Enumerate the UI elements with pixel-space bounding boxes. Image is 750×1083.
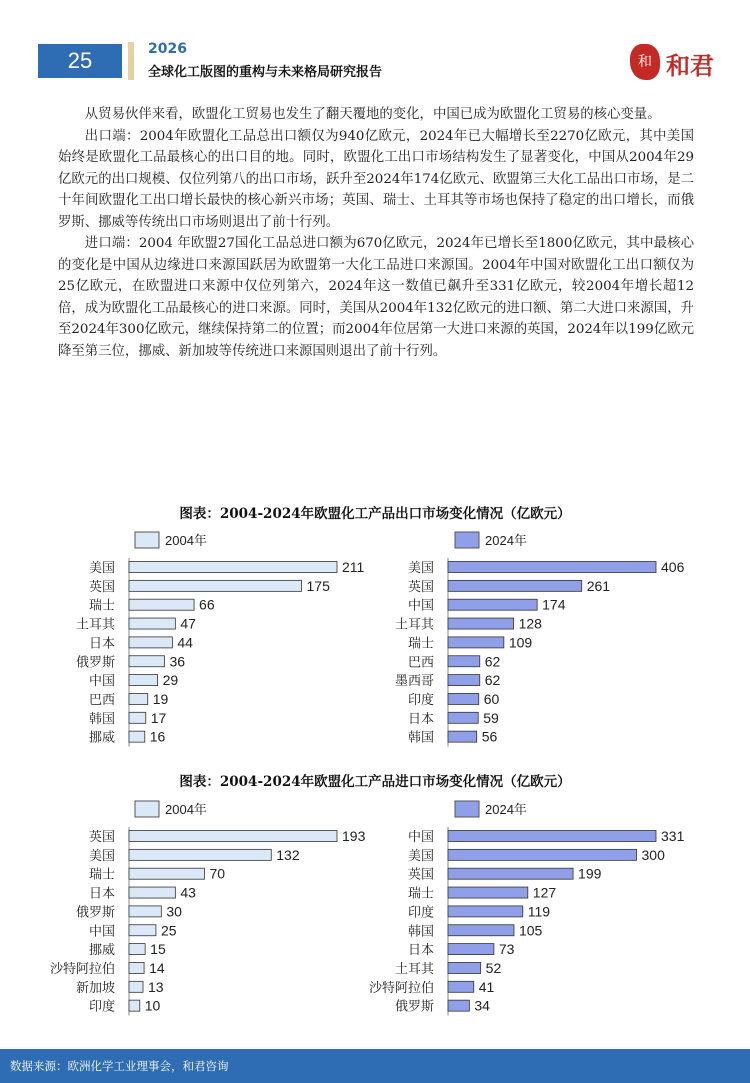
export-right-bar (448, 731, 477, 742)
export-right-bar (448, 693, 479, 704)
import-right-category-label: 韩国 (407, 924, 434, 940)
import-left-category-label: 美国 (88, 848, 115, 864)
export-right-value-label: 59 (483, 709, 499, 726)
export-right-legend-swatch (455, 532, 479, 548)
export-left-bar (129, 675, 158, 686)
import-left-bar (129, 906, 161, 917)
import-right-value-label: 331 (661, 828, 685, 844)
export-left-bar (129, 562, 337, 573)
import-left-bar (129, 925, 156, 936)
import-right-category-label: 日本 (407, 943, 434, 959)
import-left-value-label: 10 (144, 997, 161, 1014)
import-left-category-label: 新加坡 (75, 980, 115, 996)
paragraph-intro: 从贸易伙伴来看，欧盟化工贸易也发生了翻天覆地的变化，中国已成为欧盟化工贸易的核心变量。 (84, 107, 661, 122)
import-left-value-label: 43 (180, 884, 196, 901)
export-right-value-label: 56 (481, 728, 498, 745)
import-right-bar (448, 868, 573, 879)
import-right-category-label: 英国 (407, 867, 434, 883)
import-left-category-label: 英国 (88, 830, 115, 845)
export-right-category-label: 日本 (407, 711, 434, 727)
export-right-value-label: 62 (484, 672, 501, 689)
import-left-value-label: 193 (342, 828, 366, 844)
import-left-category-label: 瑞士 (88, 867, 115, 883)
import-right-category-label: 瑞士 (407, 886, 434, 902)
import-right-value-label: 34 (474, 997, 490, 1014)
export-right-category-label: 墨西哥 (394, 674, 434, 690)
import-chart-title: 图表：2004-2024年欧盟化工产品进口市场变化情况（亿欧元） (179, 774, 571, 790)
import-left-bar (129, 849, 271, 860)
import-left-category-label: 挪威 (88, 943, 115, 959)
report-title: 全球化工版图的重构与未来格局研究报告 (148, 65, 383, 80)
page-number: 25 (38, 44, 122, 78)
import-left-bar (129, 962, 144, 973)
export-right-value-label: 128 (518, 615, 542, 632)
export-right-category-label: 土耳其 (394, 617, 434, 633)
export-left-value-label: 211 (342, 559, 365, 575)
data-source: 数据来源：欧洲化学工业理事会，和君咨询 (10, 1059, 229, 1073)
export-left-bar (129, 580, 302, 591)
import-left-value-label: 13 (148, 978, 164, 995)
export-left-value-label: 19 (152, 690, 169, 707)
export-left-category-label: 俄罗斯 (75, 655, 115, 671)
import-left-value-label: 14 (149, 959, 165, 976)
export-right-bar (448, 675, 480, 686)
import-right-value-label: 73 (498, 941, 515, 958)
import-right-bar (448, 887, 528, 898)
export-right-category-label: 英国 (407, 579, 434, 595)
export-left-category-label: 中国 (88, 674, 115, 690)
export-left-category-label: 土耳其 (75, 617, 115, 633)
import-left-value-label: 70 (209, 865, 226, 882)
import-right-bar (448, 849, 637, 860)
export-right-value-label: 261 (586, 577, 611, 594)
export-right-bar (448, 656, 480, 667)
import-left-value-label: 15 (150, 941, 166, 958)
import-right-bar (448, 1000, 469, 1011)
import-left-category-label: 中国 (88, 924, 115, 940)
export-left-bar (129, 731, 145, 742)
export-right-category-label: 韩国 (407, 730, 434, 746)
import-left-category-label: 日本 (88, 886, 115, 902)
export-right-category-label: 巴西 (407, 655, 434, 671)
import-right-bar (448, 925, 514, 936)
export-left-value-label: 66 (199, 596, 215, 613)
import-right-value-label: 119 (527, 903, 551, 920)
import-right-value-label: 41 (478, 978, 495, 995)
import-right-legend-swatch (455, 801, 479, 817)
export-left-bar (129, 599, 194, 610)
export-left-category-label: 挪威 (88, 730, 115, 746)
import-left-legend-swatch (135, 801, 159, 817)
export-right-category-label: 美国 (407, 561, 434, 576)
export-left-value-label: 29 (162, 672, 179, 689)
import-right-category-label: 沙特阿拉伯 (368, 980, 434, 996)
import-right-bar (448, 906, 523, 917)
import-left-value-label: 30 (166, 903, 182, 920)
import-left-bar (129, 944, 145, 955)
logo-seal-icon: 和 (630, 44, 660, 80)
import-right-category-label: 俄罗斯 (394, 999, 434, 1015)
import-right-bar (448, 981, 474, 992)
export-left-category-label: 英国 (88, 579, 115, 595)
export-right-value-label: 62 (484, 653, 501, 670)
header-divider (128, 42, 134, 80)
import-left-value-label: 25 (160, 922, 177, 939)
import-right-value-label: 199 (578, 865, 602, 882)
export-left-value-label: 175 (306, 577, 330, 594)
import-right-category-label: 印度 (407, 905, 434, 921)
import-left-legend-label: 2004年 (165, 802, 207, 817)
export-right-bar (448, 580, 582, 591)
export-right-category-label: 印度 (407, 692, 434, 708)
import-chart (0, 797, 750, 1047)
export-left-value-label: 47 (180, 615, 196, 632)
export-left-category-label: 韩国 (88, 711, 115, 727)
import-left-bar (129, 868, 204, 879)
export-chart (0, 528, 750, 778)
export-left-bar (129, 712, 146, 723)
import-right-bar (448, 831, 656, 842)
export-right-category-label: 瑞士 (407, 636, 434, 652)
export-chart-title: 图表：2004-2024年欧盟化工产品出口市场变化情况（亿欧元） (179, 506, 571, 522)
import-right-bar (448, 944, 494, 955)
company-logo (630, 40, 720, 84)
export-right-value-label: 60 (483, 690, 500, 707)
export-right-bar (448, 562, 656, 573)
export-left-value-label: 17 (150, 709, 167, 726)
header-year: 2026 (148, 41, 187, 57)
export-left-bar (129, 618, 175, 629)
export-left-bar (129, 637, 172, 648)
paragraph-import: 进口端：2004 年欧盟27国化工品总进口额为670亿欧元，2024年已增长至1800亿欧元，其中最核心的变化是中国从边缘进口来源国跃居为欧盟第一大化工品进口来源国。2004年中国对欧盟化工出口额仅为25亿欧元，在欧盟进口来源中仅位列第六，2024年这一数值已飙升至331亿欧元，较2004年增长超12倍，成为欧盟化工品最核心的进口来源。同时，美国从2004年132亿欧元的进口额、第二大进口来源国，升至2024年300亿欧元，继续保持第二的位置；而2004年位居第一大进口来源的英国，2024年以199亿欧元降至第三位，挪威、新加坡等传统进口来源国则退出了前十行列。 (58, 236, 694, 359)
export-left-value-label: 16 (149, 728, 166, 745)
import-right-category-label: 中国 (407, 830, 434, 845)
import-right-category-label: 美国 (407, 848, 434, 864)
export-left-bar (129, 693, 148, 704)
export-right-bar (448, 637, 504, 648)
export-left-value-label: 36 (169, 653, 186, 670)
export-left-bar (129, 656, 164, 667)
import-left-bar (129, 981, 143, 992)
export-right-value-label: 406 (661, 559, 685, 575)
import-left-bar (129, 887, 175, 898)
import-left-category-label: 俄罗斯 (75, 905, 115, 921)
export-left-category-label: 美国 (88, 561, 115, 576)
import-right-value-label: 52 (485, 959, 502, 976)
import-right-value-label: 300 (641, 846, 665, 863)
paragraph-export: 出口端：2004年欧盟化工品总出口额仅为940亿欧元，2024年已大幅增长至2270亿欧元，其中美国始终是欧盟化工品最核心的出口目的地。同时，欧盟化工出口市场结构发生了显著变化，中国从2004年29亿欧元的出口规模、仅位列第八的出口市场，跃升至2024年174亿欧元、欧盟第三大化工品出口市场，是二十年间欧盟化工出口增长最快的核心新兴市场；英国、瑞士、土耳其等市场也保持了稳定的出口增长，而俄罗斯、挪威等传统出口市场则退出了前十行列。 (58, 128, 694, 230)
export-left-legend-label: 2004年 (165, 533, 207, 548)
body-text (58, 104, 694, 362)
export-right-category-label: 中国 (407, 598, 434, 614)
import-left-bar (129, 831, 337, 842)
footer-bar (0, 1049, 750, 1083)
export-left-legend-swatch (135, 532, 159, 548)
import-right-value-label: 127 (532, 884, 557, 901)
import-right-category-label: 土耳其 (394, 961, 434, 977)
import-right-bar (448, 962, 481, 973)
export-right-bar (448, 599, 537, 610)
export-right-value-label: 109 (508, 634, 533, 651)
export-right-legend-label: 2024年 (485, 533, 527, 548)
import-left-bar (129, 1000, 140, 1011)
export-left-value-label: 44 (177, 634, 193, 651)
export-right-bar (448, 618, 514, 629)
export-right-value-label: 174 (542, 596, 566, 613)
export-right-bar (448, 712, 478, 723)
import-right-legend-label: 2024年 (485, 802, 527, 817)
export-left-category-label: 巴西 (88, 692, 115, 708)
import-left-category-label: 印度 (88, 999, 115, 1015)
import-left-value-label: 132 (276, 846, 300, 863)
import-left-category-label: 沙特阿拉伯 (49, 961, 115, 977)
export-left-category-label: 瑞士 (88, 598, 115, 614)
logo-text: 和君 (666, 52, 714, 80)
import-right-value-label: 105 (518, 922, 543, 939)
export-left-category-label: 日本 (88, 636, 115, 652)
